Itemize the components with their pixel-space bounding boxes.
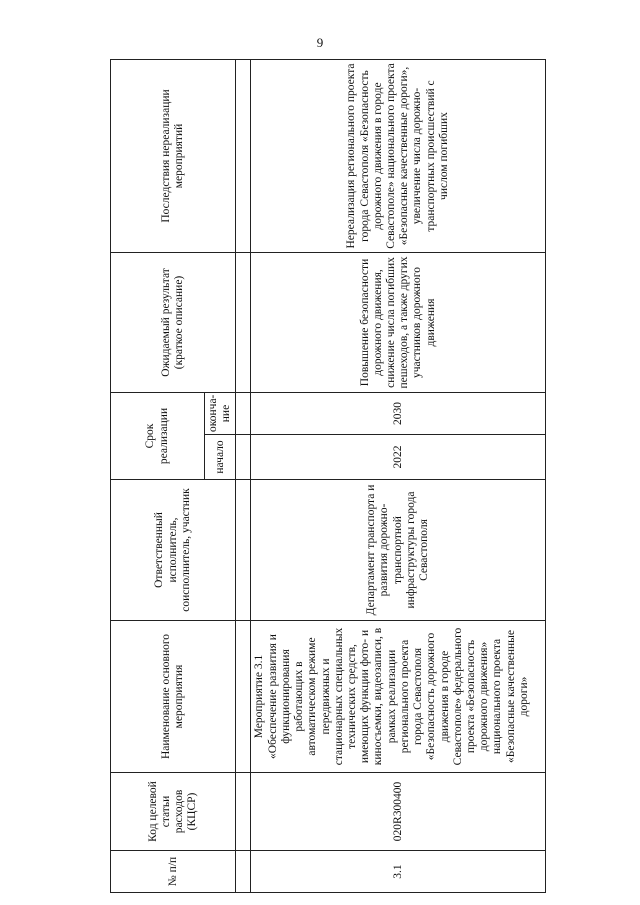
header-responsible: Ответственный исполнитель, соисполнитель, участник [111, 480, 236, 621]
measures-table [110, 59, 546, 893]
header-name: Наименование основного мероприятия [111, 621, 236, 773]
cell-consequences: Нереализация регионального проекта города Севастополя «Безопасность дорожного движения в городе Севастополе» национального проекта «Безопасные качественные дороги», увеличение числа дорожно-транспортных происшествий с числом погибших [251, 60, 546, 253]
cell-start: 2022 [251, 435, 546, 480]
header-num: № п/п [111, 851, 236, 893]
header-end: оконча-ние [205, 393, 236, 435]
page-number: 9 [316, 35, 324, 50]
cell-num: 3.1 [251, 851, 546, 893]
cell-result: Повышение безопасности дорожного движения, снижение числа погибших пешеходов, а также других участников дорожного движения [251, 253, 546, 393]
cell-responsible: Департамент транспорта и развития дорожно-транспортной инфраструктуры города Севастополя [251, 480, 546, 621]
header-start: начало [205, 435, 236, 480]
table-row [251, 60, 546, 893]
spacer-row [236, 60, 251, 893]
cell-name: Мероприятие 3.1 «Обеспечение развития и функционирования работающих в автоматическом режиме передвижных и стационарных специальных технических средств, имеющих функции фото- и киносъемки, видеозаписи, в рамках реализации регионального проекта города Севастополя «Безопасность дорожного движения в городе Севастополе» федерального проекта «Безопасность дорожного движения» национального проекта «Безопасные качественные дороги» [251, 621, 546, 773]
header-consequences: Последствия нереализации мероприятий [111, 60, 236, 253]
cell-code: 020R300400 [251, 773, 546, 851]
header-period: Срок реализации [111, 393, 205, 480]
rotated-table-area [110, 60, 546, 893]
header-code: Код целевой статьи расходов (КЦСР) [111, 773, 236, 851]
cell-end: 2030 [251, 393, 546, 435]
header-result: Ожидаемый результат (краткое описание) [111, 253, 236, 393]
